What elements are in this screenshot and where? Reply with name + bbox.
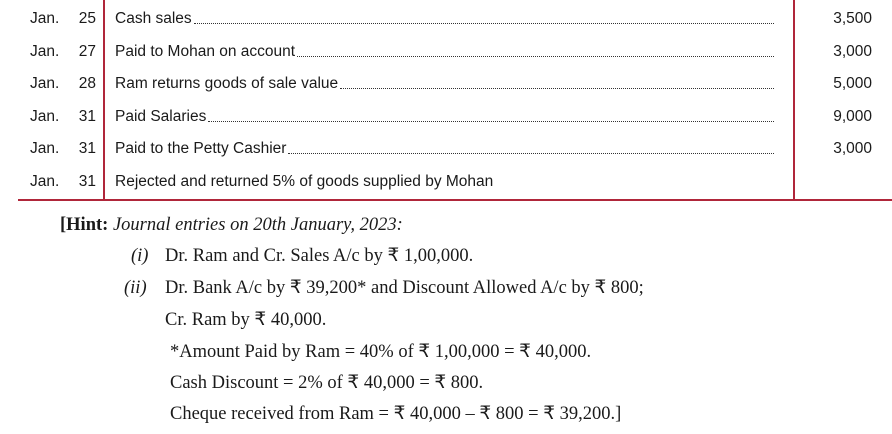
row-particulars-text: Paid Salaries — [115, 107, 207, 125]
hint-item-2 — [124, 277, 644, 299]
dotted-leader — [194, 22, 774, 24]
hint-item-1-number: (i) — [131, 246, 149, 266]
hint-item-2-text: Dr. Bank A/c by ₹ 39,200* and Discount Allowed A/c by ₹ 800; — [165, 278, 644, 298]
row-particulars — [115, 173, 776, 191]
dotted-leader — [297, 55, 774, 57]
hint-note-cheque-received: Cheque received from Ram = ₹ 40,000 – ₹ 800 = ₹ 39,200.] — [170, 404, 622, 424]
table-row — [0, 36, 892, 68]
row-month: Jan. — [30, 140, 60, 158]
row-amount: 9,000 — [833, 107, 872, 125]
table-row — [0, 133, 892, 165]
row-particulars — [115, 43, 776, 61]
row-particulars-text: Cash sales — [115, 10, 192, 27]
row-day: 25 — [78, 10, 96, 27]
hint-note-cash-discount: Cash Discount = 2% of ₹ 40,000 = ₹ 800. — [170, 373, 484, 393]
row-amount: 3,000 — [833, 42, 872, 60]
row-particulars — [115, 140, 776, 158]
table-row — [0, 3, 892, 35]
hint-item-1 — [131, 245, 473, 267]
dotted-leader — [340, 87, 774, 89]
dotted-leader — [288, 152, 774, 154]
row-particulars-text: Ram returns goods of sale value — [115, 75, 339, 93]
row-day: 27 — [78, 42, 96, 60]
row-particulars — [115, 10, 776, 28]
row-day: 31 — [78, 140, 96, 158]
row-month: Jan. — [30, 42, 60, 60]
hint-heading — [60, 215, 403, 236]
hint-item-2-number: (ii) — [124, 278, 147, 298]
row-amount: 3,500 — [833, 10, 872, 27]
row-day: 28 — [78, 75, 96, 93]
table-row — [0, 101, 892, 133]
row-amount: 3,000 — [833, 140, 872, 158]
hint-note-amount-paid: *Amount Paid by Ram = 40% of ₹ 1,00,000 = ₹ 40,000. — [170, 342, 592, 362]
table-row — [0, 68, 892, 100]
dotted-leader — [208, 120, 774, 122]
row-particulars-text: Rejected and returned 5% of goods supplied by Mohan — [115, 173, 494, 190]
hint-intro: Journal entries on 20th January, 2023: — [112, 215, 403, 235]
row-month: Jan. — [30, 107, 60, 125]
row-month: Jan. — [30, 75, 60, 93]
hint-item-1-text: Dr. Ram and Cr. Sales A/c by ₹ 1,00,000. — [165, 246, 474, 266]
row-particulars — [115, 108, 776, 126]
row-month: Jan. — [30, 173, 60, 190]
row-particulars-text: Paid to Mohan on account — [115, 42, 296, 60]
row-month: Jan. — [30, 10, 60, 27]
cash-book-table — [0, 0, 892, 199]
row-day: 31 — [78, 173, 96, 190]
row-particulars — [115, 75, 776, 93]
row-particulars-text: Paid to the Petty Cashier — [115, 140, 287, 158]
hint-item-2-continuation: Cr. Ram by ₹ 40,000. — [165, 310, 327, 330]
row-amount: 5,000 — [833, 75, 872, 93]
table-bottom-rule — [18, 199, 892, 201]
row-day: 31 — [78, 107, 96, 125]
hint-label: [Hint: — [60, 215, 109, 235]
table-row — [0, 166, 892, 198]
